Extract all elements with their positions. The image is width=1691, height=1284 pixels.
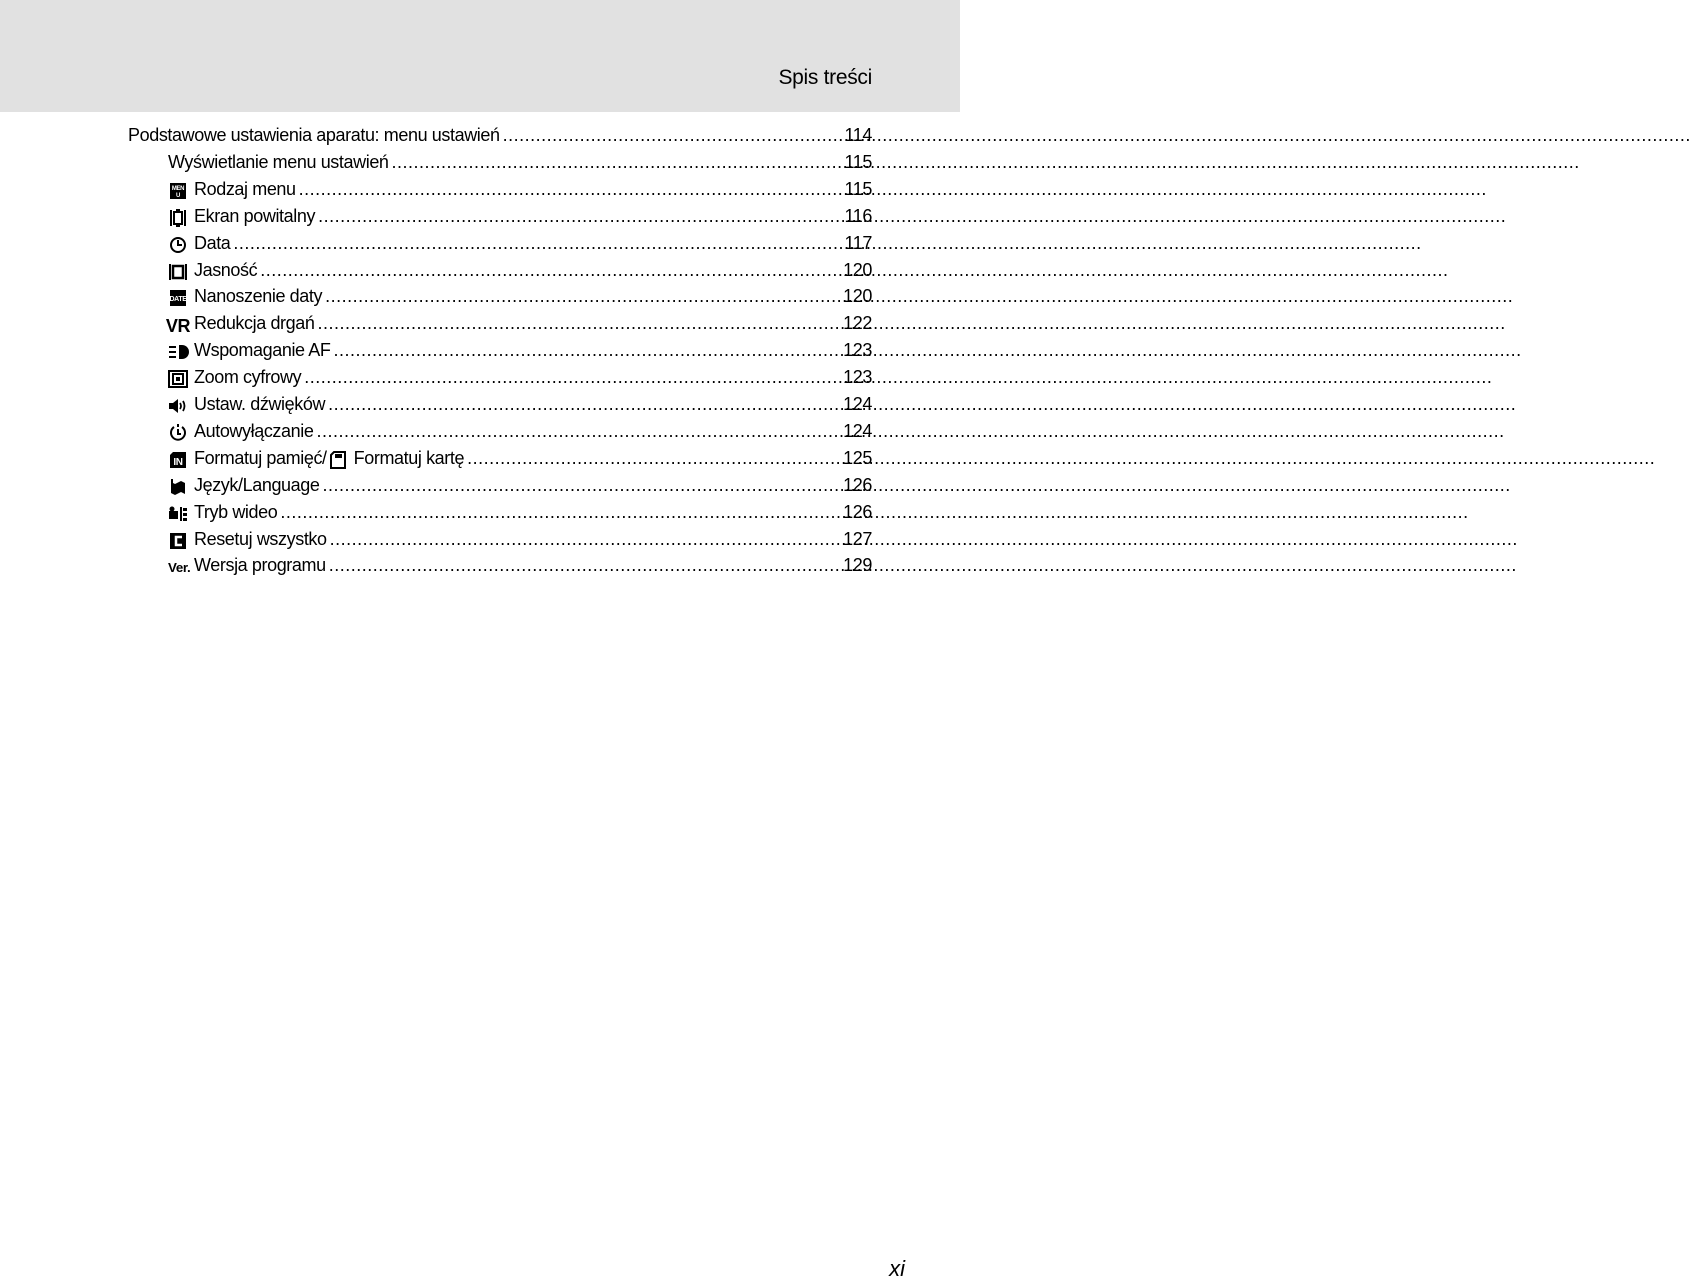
toc-entry-label: Nanoszenie daty (194, 286, 323, 307)
page-header (0, 0, 960, 112)
toc-entry (168, 179, 872, 203)
toc-entry-label: Data (194, 232, 231, 253)
format-card-icon (328, 451, 348, 469)
welcome-screen-icon (168, 209, 188, 227)
dot-leader (328, 394, 840, 415)
toc-entry (168, 475, 872, 499)
dot-leader (233, 233, 841, 254)
toc-entry-page: 126 (843, 501, 872, 522)
toc-entry (165, 313, 872, 337)
toc-entry-label-secondary: Formatuj kartę (353, 447, 465, 468)
svg-text:DATE: DATE (169, 296, 187, 304)
page-number: xi (889, 1256, 905, 1281)
toc-entry (168, 206, 872, 230)
firmware-version-icon (168, 558, 191, 576)
toc-entry-page: 126 (843, 474, 872, 495)
toc-entry (168, 286, 872, 310)
digital-zoom-icon (168, 370, 188, 388)
toc-entry-page: 124 (843, 394, 872, 414)
dot-leader (467, 448, 840, 469)
clock-icon (168, 236, 188, 254)
toc-entry-page: 124 (843, 420, 872, 441)
toc-entry-label: Redukcja drgań (194, 313, 315, 334)
header-title: Spis treści (778, 66, 872, 89)
toc-entry-page: 116 (844, 205, 872, 226)
toc-entry-page: 117 (844, 232, 872, 253)
dot-leader (323, 475, 841, 496)
toc-entry-label: Rodzaj menu (194, 178, 296, 199)
toc-entry-label: Wersja programu (194, 555, 326, 576)
svg-text:MEN: MEN (171, 185, 185, 192)
toc-entry-label: Ekran powitalny (194, 205, 316, 226)
language-icon (168, 478, 188, 496)
toc-entry (168, 421, 872, 445)
video-mode-icon (168, 505, 188, 523)
toc-entry-page: 114 (844, 125, 872, 145)
dot-leader (316, 421, 840, 442)
sound-icon (168, 397, 188, 415)
reset-icon (168, 532, 188, 550)
menu-icon (168, 182, 188, 200)
toc-entry-page: 120 (843, 286, 872, 307)
toc-entry (168, 152, 872, 176)
toc-entry-label: Podstawowe ustawienia aparatu: menu ustawień (128, 125, 500, 145)
svg-text:IN: IN (173, 456, 183, 468)
dot-leader (317, 313, 840, 334)
dot-leader (299, 179, 842, 200)
toc-entry-page: 120 (843, 259, 872, 280)
toc-entry-label: Ustaw. dźwięków (194, 394, 326, 414)
toc-entry (168, 340, 872, 364)
toc-entry-label: Formatuj pamięć/ (194, 447, 327, 468)
toc-entry-page: 125 (843, 447, 872, 468)
toc-entry-page: 115 (844, 151, 872, 172)
af-assist-icon (168, 343, 188, 361)
toc-entry-label: Autowyłączanie (194, 420, 314, 441)
toc-entry (168, 555, 872, 579)
date-imprint-icon (168, 289, 188, 307)
toc-entry-page: 123 (843, 367, 872, 388)
toc-entry-label: Wspomaganie AF (194, 340, 331, 361)
svg-text:Ver.: Ver. (168, 560, 191, 576)
toc-entry (168, 233, 872, 257)
toc-entry-label: Zoom cyfrowy (194, 367, 302, 388)
dot-leader (329, 555, 840, 576)
toc-entry-label: Tryb wideo (194, 501, 278, 522)
toc-entry (168, 260, 872, 284)
toc-entry-label: Jasność (194, 259, 258, 280)
toc-entry-page: 127 (843, 528, 872, 549)
dot-leader (392, 152, 842, 173)
toc-entry (128, 125, 872, 149)
toc-entry (168, 529, 872, 553)
auto-off-icon (168, 424, 188, 442)
dot-leader (304, 367, 840, 388)
toc-entry (168, 394, 872, 418)
svg-text:U: U (176, 192, 180, 199)
toc-entry (168, 367, 872, 391)
toc-entry-page: 115 (844, 178, 872, 199)
brightness-icon (168, 263, 188, 281)
toc-entry-label: Resetuj wszystko (194, 528, 327, 549)
toc-entry-label: Język/Language (194, 474, 320, 495)
dot-leader (280, 502, 840, 523)
dot-leader (318, 206, 841, 227)
toc-entry-page: 129 (843, 555, 872, 576)
dot-leader (260, 260, 840, 281)
toc-entry (168, 448, 872, 472)
toc-entry-label: Wyświetlanie menu ustawień (168, 151, 389, 172)
svg-text:VR: VR (165, 316, 191, 337)
dot-leader (325, 286, 840, 307)
toc-entry-page: 123 (843, 340, 872, 361)
dot-leader (333, 340, 840, 361)
dot-leader (330, 529, 841, 550)
toc-entry-page: 122 (843, 313, 872, 334)
dot-leader (503, 125, 842, 146)
vr-icon (165, 316, 191, 337)
format-memory-icon (168, 451, 188, 469)
toc-entry (168, 502, 872, 526)
